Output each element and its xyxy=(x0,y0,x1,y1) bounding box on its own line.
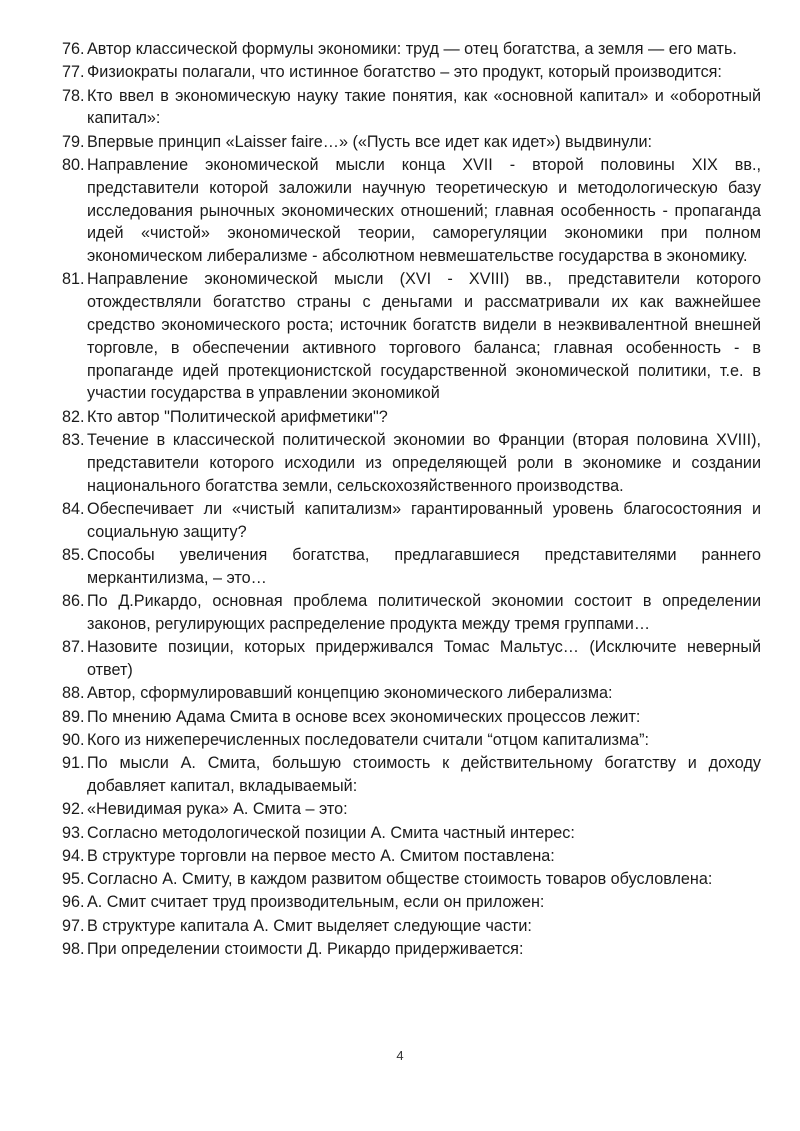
question-number: 96. xyxy=(62,893,85,912)
question-text: Автор, сформулировавший концепцию экономического либерализма: xyxy=(87,684,613,703)
question-text: А. Смит считает труд производительным, если он приложен: xyxy=(87,893,545,912)
question-number: 92. xyxy=(62,800,85,819)
question-number: 85. xyxy=(62,546,85,565)
question-text: Способы увеличения богатства, предлагавшиеся представителями раннего меркантилизма, – это… xyxy=(87,546,761,587)
question-number: 91. xyxy=(62,754,85,773)
question-text: По Д.Рикардо, основная проблема политической экономии состоит в определении законов, регулирующих распределение продукта между тремя группами… xyxy=(87,592,761,633)
question-number: 86. xyxy=(62,592,85,611)
question-item xyxy=(62,729,761,752)
question-text: Течение в классической политической экономии во Франции (вторая половина XVIII), представители которого исходили из определяющей роли в экономике и создании национального богатства земли, сельскохозяйственного производства. xyxy=(87,431,761,495)
question-text: Направление экономической мысли конца XVII - второй половины XIX вв., представители которой заложили научную теоретическую и методологическую базу исследования рыночных экономических отношений; главная особенность - пропаганда идей «чистой» экономической теории, саморегуляции экономики при полном экономическом либерализме - абсолютном невмешательстве государства в экономику. xyxy=(87,155,761,266)
question-number: 93. xyxy=(62,823,85,842)
question-number: 81. xyxy=(62,270,85,289)
question-item xyxy=(62,822,761,845)
question-text: Направление экономической мысли (XVI - XVIII) вв., представители которого отождествляли богатство страны с деньгами и рассматривали их как важнейшее средство экономического роста; источник богатств видели в неэквивалентной внешней торговле, в обеспечении активного торгового баланса; главная особенность - в пропаганде идей протекционистской государственной экономической политики, т.е. в участии государства в управлении экономикой xyxy=(87,270,761,403)
question-item xyxy=(62,406,761,429)
question-text: По мысли А. Смита, большую стоимость к действительному богатству и доходу добавляет капитал, вкладываемый: xyxy=(87,754,761,795)
question-number: 94. xyxy=(62,846,85,865)
question-number: 78. xyxy=(62,86,85,105)
question-item xyxy=(62,938,761,961)
question-text: Автор классической формулы экономики: труд — отец богатства, а земля — его мать. xyxy=(87,40,737,58)
question-list xyxy=(62,38,761,961)
question-item xyxy=(62,868,761,891)
question-number: 80. xyxy=(62,155,85,174)
question-item xyxy=(62,891,761,914)
question-text: По мнению Адама Смита в основе всех экономических процессов лежит: xyxy=(87,707,641,726)
question-item xyxy=(62,915,761,938)
question-text: В структуре капитала А. Смит выделяет следующие части: xyxy=(87,916,532,935)
question-number: 87. xyxy=(62,638,85,657)
question-number: 88. xyxy=(62,684,85,703)
question-number: 83. xyxy=(62,431,85,450)
question-item xyxy=(62,85,761,131)
question-text: «Невидимая рука» А. Смита – это: xyxy=(87,800,348,819)
question-item xyxy=(62,38,761,61)
question-text: Согласно методологической позиции А. Смита частный интерес: xyxy=(87,823,575,842)
question-text: Согласно А. Смиту, в каждом развитом обществе стоимость товаров обусловлена: xyxy=(87,870,713,889)
question-item xyxy=(62,498,761,544)
question-text: Обеспечивает ли «чистый капитализм» гарантированный уровень благосостояния и социальную защиту? xyxy=(87,499,761,541)
question-item xyxy=(62,590,761,636)
question-item xyxy=(62,682,761,705)
question-item xyxy=(62,131,761,154)
question-item xyxy=(62,429,761,497)
question-item xyxy=(62,544,761,590)
question-item xyxy=(62,752,761,798)
question-text: Кто ввел в экономическую науку такие понятия, как «основной капитал» и «оборотный капитал»: xyxy=(87,86,761,128)
question-text: Физиократы полагали, что истинное богатство – это продукт, который производится: xyxy=(87,63,722,82)
question-text: Впервые принцип «Laisser faire…» («Пусть все идет как идет») выдвинули: xyxy=(87,132,653,151)
question-item xyxy=(62,845,761,868)
question-number: 90. xyxy=(62,730,85,749)
question-item xyxy=(62,706,761,729)
question-number: 79. xyxy=(62,132,85,151)
question-number: 82. xyxy=(62,407,85,426)
question-item xyxy=(62,798,761,821)
question-item xyxy=(62,268,761,405)
question-number: 98. xyxy=(62,940,85,959)
question-item xyxy=(62,636,761,682)
question-text: Кого из нижеперечисленных последователи считали “отцом капитализма”: xyxy=(87,730,649,749)
question-item xyxy=(62,154,761,268)
question-number: 97. xyxy=(62,916,85,935)
page-number: 4 xyxy=(396,1048,404,1063)
question-number: 89. xyxy=(62,707,85,726)
question-number: 76. xyxy=(62,40,85,58)
question-number: 84. xyxy=(62,499,85,518)
question-item xyxy=(62,61,761,84)
question-text: Кто автор "Политической арифметики"? xyxy=(87,407,388,426)
question-text: Назовите позиции, которых придерживался Томас Мальтус… (Исключите неверный ответ) xyxy=(87,638,761,680)
question-number: 77. xyxy=(62,63,85,82)
question-text: При определении стоимости Д. Рикардо придерживается: xyxy=(87,940,524,959)
question-number: 95. xyxy=(62,870,85,889)
question-text: В структуре торговли на первое место А. Смитом поставлена: xyxy=(87,846,555,865)
